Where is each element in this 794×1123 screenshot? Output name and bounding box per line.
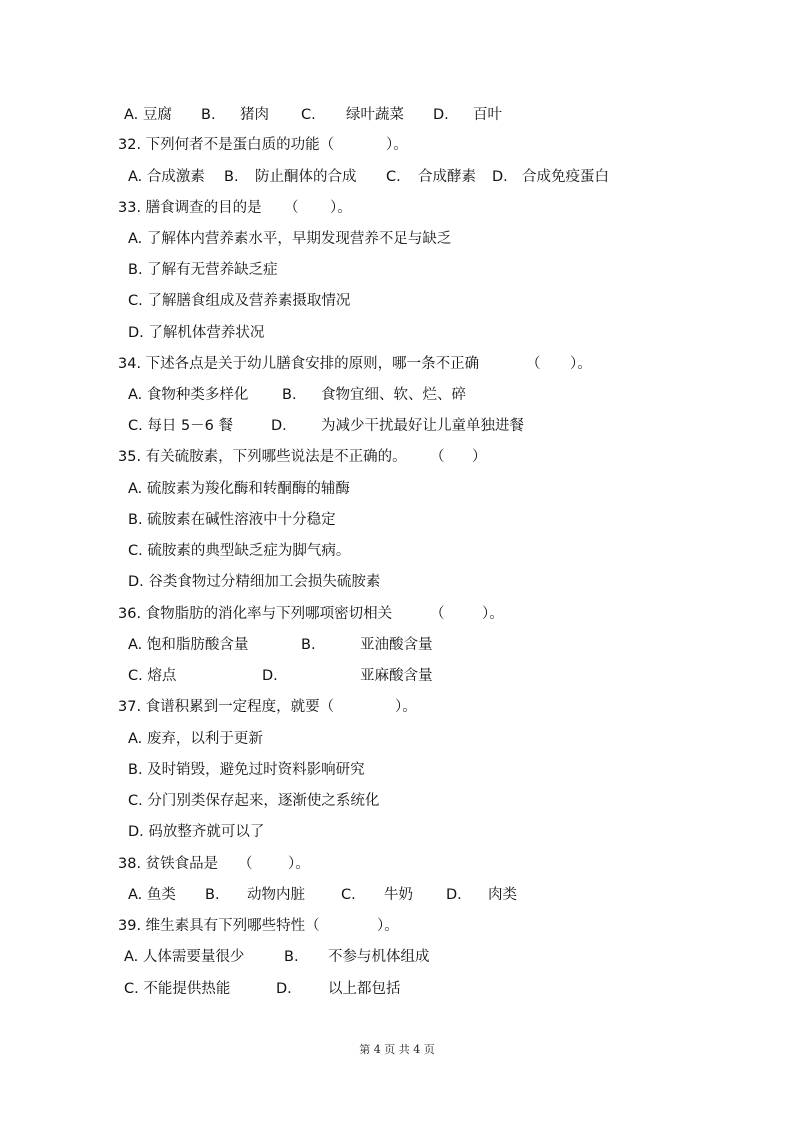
q39-option-d-letter: D. xyxy=(276,981,292,997)
q38-option-a: A. 鱼类 xyxy=(128,887,176,903)
q32-option-d: 合成免疫蛋白 xyxy=(522,169,609,185)
q33-paren-close: ）。 xyxy=(330,200,352,216)
q36-option-c: C. 熔点 xyxy=(128,668,177,684)
q35-option-a: A. 硫胺素为羧化酶和转酮酶的辅酶 xyxy=(128,481,350,497)
q31-option-b-letter: B. xyxy=(201,107,216,123)
q36-paren-close: ）。 xyxy=(482,606,504,622)
q36-option-b-letter: B. xyxy=(301,637,316,653)
q34-option-c: C. 每日 5－6 餐 xyxy=(128,418,234,434)
q33-option-d: D. 了解机体营养状况 xyxy=(128,325,265,341)
q33-paren-open: （ xyxy=(284,200,299,216)
q35-option-b: B. 硫胺素在碱性溶液中十分稳定 xyxy=(128,512,336,528)
q34-option-b-letter: B. xyxy=(282,387,297,403)
q38-option-d: 肉类 xyxy=(488,887,517,903)
q39-option-b: 不参与机体组成 xyxy=(328,949,430,965)
q31-option-d: 百叶 xyxy=(473,107,502,123)
q35-question: 35. 有关硫胺素，下列哪些说法是不正确的。 xyxy=(118,449,407,465)
q38-option-c: 牛奶 xyxy=(384,887,413,903)
q36-option-d: 亚麻酸含量 xyxy=(360,668,433,684)
q34-option-d: 为减少干扰最好让儿童单独进餐 xyxy=(321,418,524,434)
q37-option-c: C. 分门别类保存起来，逐渐使之系统化 xyxy=(128,793,380,809)
q31-option-a: A. 豆腐 xyxy=(124,107,172,123)
q39-option-b-letter: B. xyxy=(284,949,299,965)
q32-option-b: 防止酮体的合成 xyxy=(255,169,357,185)
q39-option-a: A. 人体需要量很少 xyxy=(124,949,245,965)
q36-option-a: A. 饱和脂肪酸含量 xyxy=(128,637,249,653)
q32-option-b-letter: B. xyxy=(224,169,239,185)
q36-paren-open: （ xyxy=(430,606,445,622)
q35-paren-close: ） xyxy=(472,449,487,465)
q39-option-d: 以上都包括 xyxy=(328,981,401,997)
q33-option-c: C. 了解膳食组成及营养素摄取情况 xyxy=(128,293,351,309)
q32-option-a: A. 合成激素 xyxy=(128,169,205,185)
q38-option-b: 动物内脏 xyxy=(247,887,305,903)
q39-question: 39. 维生素具有下列哪些特性（ xyxy=(118,918,320,934)
q36-option-b: 亚油酸含量 xyxy=(360,637,433,653)
q39-paren-close: ）。 xyxy=(377,918,399,934)
q38-question: 38. 贫铁食品是 xyxy=(118,856,219,872)
q37-option-b: B. 及时销毁，避免过时资料影响研究 xyxy=(128,762,365,778)
q32-option-c: 合成酵素 xyxy=(418,169,476,185)
q31-option-b: 猪肉 xyxy=(240,107,269,123)
q35-option-d: D. 谷类食物过分精细加工会损失硫胺素 xyxy=(128,574,381,590)
q37-question: 37. 食谱积累到一定程度，就要（ xyxy=(118,699,335,715)
q32-question: 32. 下列何者不是蛋白质的功能（ xyxy=(118,137,335,153)
q38-option-d-letter: D. xyxy=(446,887,462,903)
q35-paren-open: （ xyxy=(430,449,445,465)
q33-option-a: A. 了解体内营养素水平，早期发现营养不足与缺乏 xyxy=(128,231,452,247)
q34-paren-open: （ xyxy=(526,356,541,372)
q33-option-b: B. 了解有无营养缺乏症 xyxy=(128,262,278,278)
q38-option-b-letter: B. xyxy=(205,887,220,903)
q39-option-c: C. 不能提供热能 xyxy=(124,981,231,997)
q38-paren-open: （ xyxy=(238,856,253,872)
q32-option-d-letter: D. xyxy=(492,169,508,185)
page-number-footer: 第 4 页 共 4 页 xyxy=(359,1043,435,1056)
q31-option-c-letter: C. xyxy=(301,107,316,123)
q38-paren-close: ）。 xyxy=(288,856,310,872)
q31-option-d-letter: D. xyxy=(433,107,449,123)
q32-paren-close: ）。 xyxy=(386,137,408,153)
q31-option-c: 绿叶蔬菜 xyxy=(346,107,404,123)
q36-option-d-letter: D. xyxy=(262,668,278,684)
q33-question: 33. 膳食调查的目的是 xyxy=(118,200,262,216)
q37-paren-close: ）。 xyxy=(395,699,417,715)
q34-option-a: A. 食物种类多样化 xyxy=(128,387,249,403)
q34-option-d-letter: D. xyxy=(271,418,287,434)
q37-option-d: D. 码放整齐就可以了 xyxy=(128,824,265,840)
q37-option-a: A. 废弃，以利于更新 xyxy=(128,731,263,747)
q34-paren-close: ）。 xyxy=(570,356,592,372)
q34-question: 34. 下述各点是关于幼儿膳食安排的原则，哪一条不正确 xyxy=(118,356,480,372)
q35-option-c: C. 硫胺素的典型缺乏症为脚气病。 xyxy=(128,543,351,559)
q32-option-c-letter: C. xyxy=(386,169,401,185)
q34-option-b: 食物宜细、软、烂、碎 xyxy=(321,387,466,403)
q36-question: 36. 食物脂肪的消化率与下列哪项密切相关 xyxy=(118,606,393,622)
q38-option-c-letter: C. xyxy=(341,887,356,903)
